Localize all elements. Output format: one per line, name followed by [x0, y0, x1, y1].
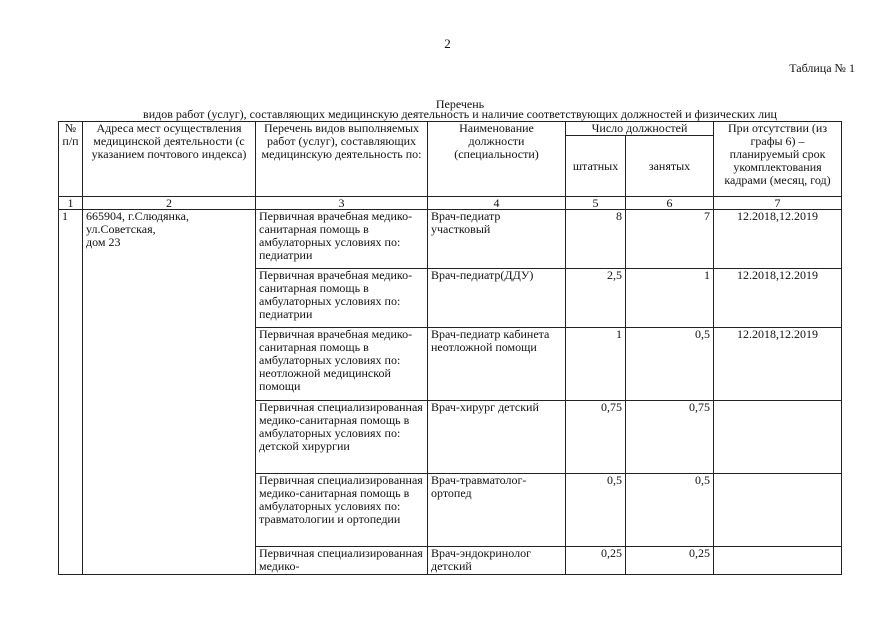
- address-line: дом 23: [86, 235, 121, 249]
- header-row: [59, 122, 842, 136]
- entry-address: [83, 210, 256, 575]
- header-num: № п/п: [59, 122, 83, 197]
- header-position: Наименование должности (специальности): [428, 122, 566, 197]
- address-line: ул.Советская,: [86, 222, 156, 236]
- term-cell: [714, 547, 842, 575]
- term-cell: 12.2018,12.2019: [714, 269, 842, 328]
- column-number: 2: [83, 197, 256, 210]
- works-cell: Первичная специализированная медико-: [256, 547, 428, 575]
- staff-cell: 0,5: [566, 474, 626, 547]
- table-row: [59, 210, 842, 269]
- term-cell: [714, 474, 842, 547]
- page-number: 2: [444, 36, 451, 51]
- address-line: 665904, г.Слюдянка,: [86, 209, 189, 223]
- header-works: Перечень видов выполняемых работ (услуг), составляющих медицинскую деятельность по:: [256, 122, 428, 197]
- staff-cell: 8: [566, 210, 626, 269]
- staff-cell: 0,25: [566, 547, 626, 575]
- column-number: 3: [256, 197, 428, 210]
- staff-cell: 1: [566, 328, 626, 401]
- document-title: Перечень: [435, 97, 485, 111]
- term-cell: 12.2018,12.2019: [714, 328, 842, 401]
- term-cell: 12.2018,12.2019: [714, 210, 842, 269]
- header-positions-count: Число должностей: [566, 122, 714, 136]
- works-cell: Первичная врачебная медико-санитарная помощь в амбулаторных условиях по: педиатрии: [256, 269, 428, 328]
- occupied-cell: 0,25: [626, 547, 714, 575]
- header-occupied: занятых: [626, 136, 714, 197]
- entry-number: 1: [59, 210, 83, 575]
- header-staff: штатных: [566, 136, 626, 197]
- staff-cell: 2,5: [566, 269, 626, 328]
- occupied-cell: 0,5: [626, 474, 714, 547]
- position-cell: Врач-эндокринолог детский: [428, 547, 566, 575]
- column-number: 6: [626, 197, 714, 210]
- table-label: Таблица № 1: [789, 61, 855, 75]
- column-number: 5: [566, 197, 626, 210]
- position-cell: Врач-педиатр(ДДУ): [428, 269, 566, 328]
- position-cell: Врач-педиатр кабинета неотложной помощи: [428, 328, 566, 401]
- term-cell: [714, 401, 842, 474]
- occupied-cell: 1: [626, 269, 714, 328]
- works-cell: Первичная врачебная медико-санитарная помощь в амбулаторных условиях по: педиатрии: [256, 210, 428, 269]
- column-number: 4: [428, 197, 566, 210]
- column-numbers-row: [59, 197, 842, 210]
- services-table: [58, 121, 842, 575]
- works-cell: Первичная специализированная медико-санитарная помощь в амбулаторных условиях по: детской хирургии: [256, 401, 428, 474]
- staff-cell: 0,75: [566, 401, 626, 474]
- works-cell: Первичная специализированная медико-санитарная помощь в амбулаторных условиях по: травматологии и ортопедии: [256, 474, 428, 547]
- works-cell: Первичная врачебная медико-санитарная помощь в амбулаторных условиях по: неотложной медицинской помощи: [256, 328, 428, 401]
- occupied-cell: 0,5: [626, 328, 714, 401]
- column-number: 7: [714, 197, 842, 210]
- header-absence: При отсутствии (из графы 6) – планируемый срок укомплектования кадрами (месяц, год): [714, 122, 842, 197]
- position-cell: Врач-хирург детский: [428, 401, 566, 474]
- occupied-cell: 0,75: [626, 401, 714, 474]
- position-cell: Врач-педиатр участковый: [428, 210, 566, 269]
- occupied-cell: 7: [626, 210, 714, 269]
- document-subtitle: видов работ (услуг), составляющих медицинскую деятельность и наличие соответствующих должностей и физических лиц: [143, 107, 777, 121]
- position-cell: Врач-травматолог-ортопед: [428, 474, 566, 547]
- column-number: 1: [59, 197, 83, 210]
- header-address: Адреса мест осуществления медицинской деятельности (с указанием почтового индекса): [83, 122, 256, 197]
